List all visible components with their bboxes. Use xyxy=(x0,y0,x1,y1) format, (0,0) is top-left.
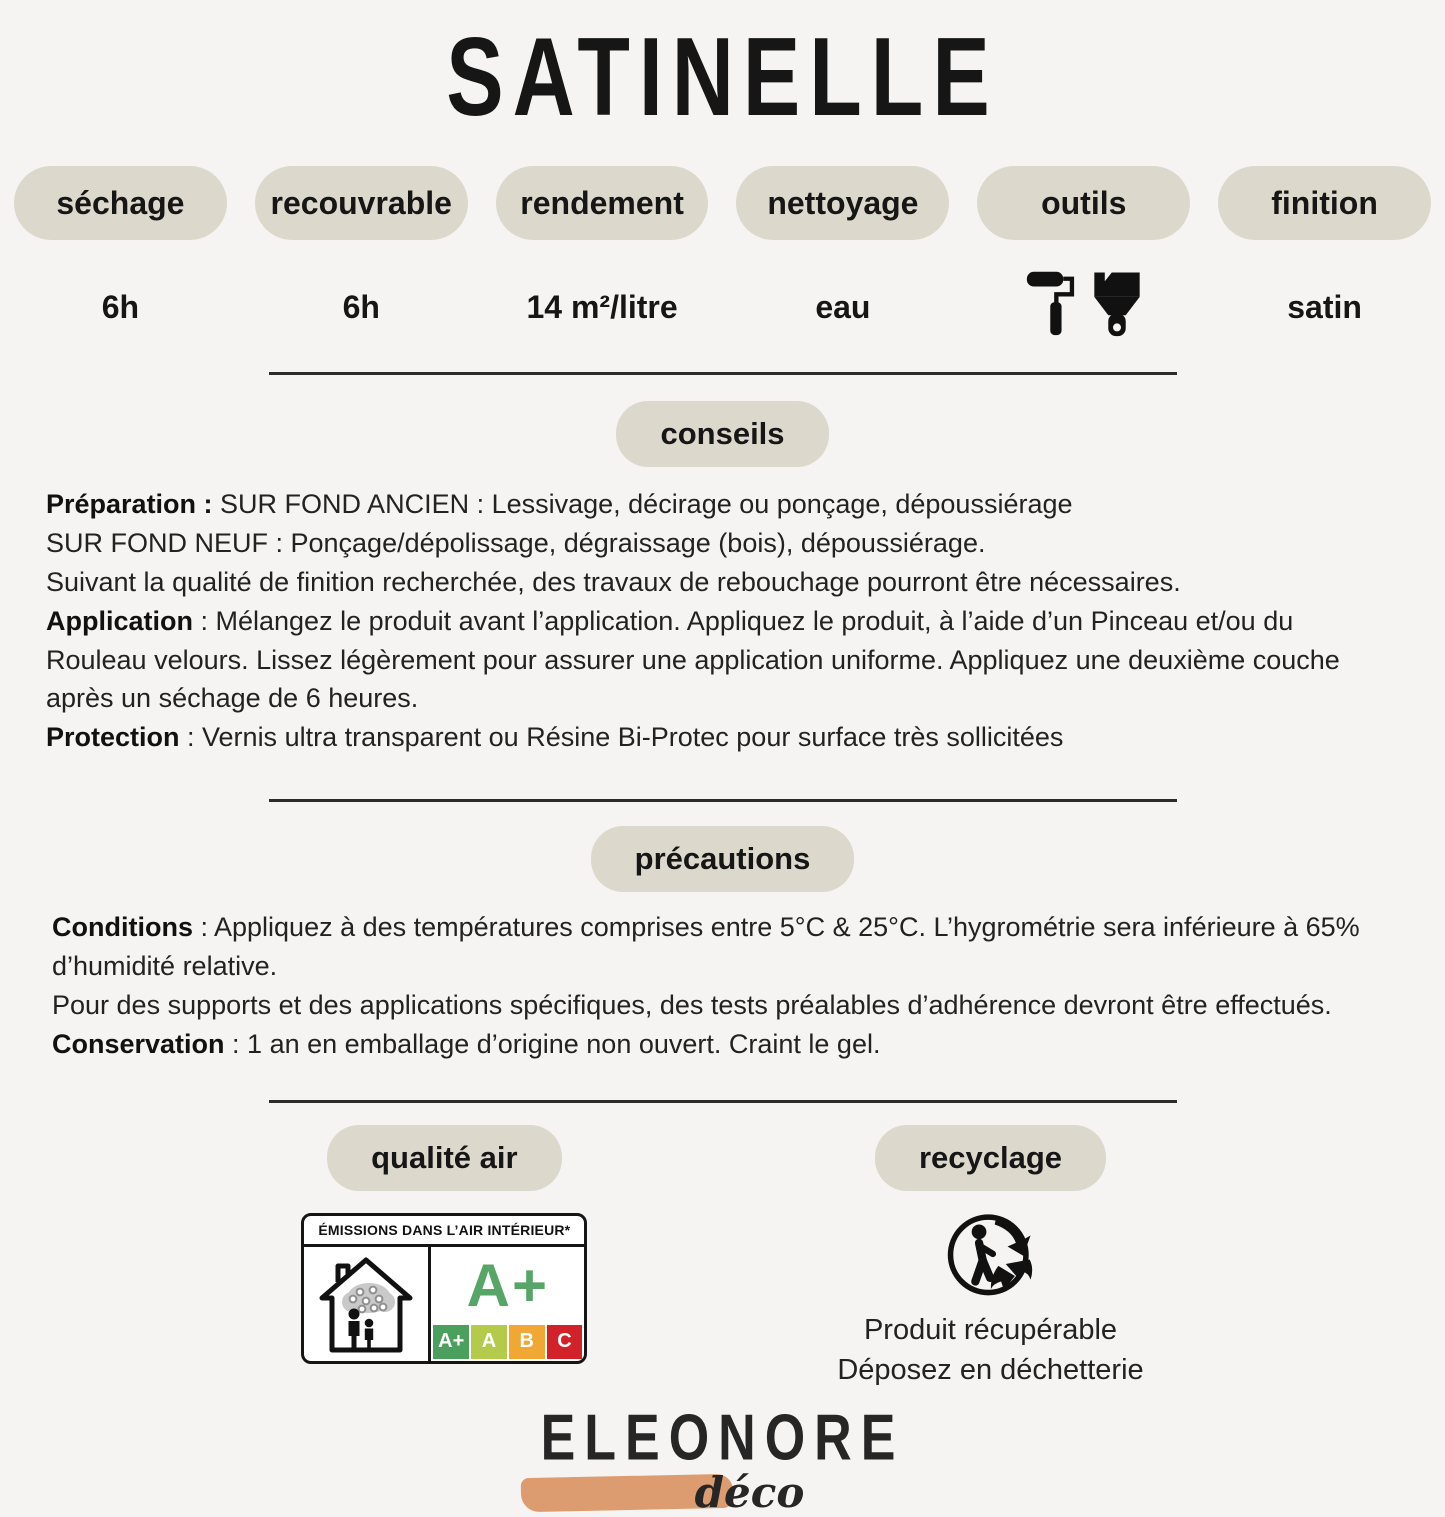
section-divider xyxy=(269,799,1177,802)
spec-label-pill: rendement xyxy=(496,166,709,240)
brand-tagline: déco xyxy=(694,1468,805,1517)
paragraph-preparation: Préparation : SUR FOND ANCIEN : Lessivage, décirage ou ponçage, dépoussiérage xyxy=(46,489,1073,519)
spec-value: satin xyxy=(1287,288,1362,325)
scale-cell-a: A xyxy=(471,1325,507,1359)
paragraph-protection: Protection : Vernis ultra transparent ou Résine Bi-Protec pour surface très sollicitées xyxy=(46,722,1064,753)
section-divider xyxy=(269,372,1177,375)
triman-recycling-icon xyxy=(945,1207,1037,1304)
paragraph-supports: Pour des supports et des applications spécifiques, des tests préalables d’adhérence devront être effectués. xyxy=(52,989,1332,1020)
air-emissions-label xyxy=(301,1213,587,1364)
recycling-column xyxy=(837,1125,1143,1391)
air-rating-scale xyxy=(431,1325,584,1361)
spec-sechage xyxy=(14,166,227,342)
spec-label-pill: nettoyage xyxy=(736,166,949,240)
conseils-heading-pill: conseils xyxy=(616,401,828,467)
spec-label-pill: outils xyxy=(977,166,1190,240)
product-sheet xyxy=(0,15,1445,1517)
spec-finition xyxy=(1218,166,1431,342)
spec-badges-row xyxy=(14,166,1431,342)
spec-value: 6h xyxy=(342,288,380,325)
paint-roller-icon xyxy=(1026,269,1078,345)
spec-label-pill: recouvrable xyxy=(255,166,468,240)
precautions-text xyxy=(52,908,1399,1064)
paint-brush-icon xyxy=(1092,269,1142,345)
paragraph-application: Application : Mélangez le produit avant l’application. Appliquez le produit, à l’aide d’un Pinceau et/ou du Rouleau velours. Lissez légèrement pour assurer une application uniforme. Appliquez une deuxième couche après un séchage de 6 heures. xyxy=(46,605,1340,714)
recycle-line-2: Déposez en déchetterie xyxy=(837,1354,1144,1387)
paragraph-qualite-finition: Suivant la qualité de finition recherchée, des travaux de rebouchage pourront être nécessaires. xyxy=(46,566,1181,597)
spec-recouvrable xyxy=(255,166,468,342)
air-quality-column xyxy=(301,1125,587,1364)
brand-footer xyxy=(0,1401,1445,1517)
product-title: SATINELLE xyxy=(446,15,999,140)
air-label-body xyxy=(304,1247,584,1361)
qualite-air-heading-pill: qualité air xyxy=(327,1125,561,1191)
spec-tools-icons xyxy=(977,272,1190,342)
conseils-heading-row xyxy=(0,401,1445,467)
spec-rendement xyxy=(496,166,709,342)
paragraph-fond-neuf: SUR FOND NEUF : Ponçage/dépolissage, dégraissage (bois), dépoussiérage. xyxy=(46,527,986,558)
spec-label-pill: finition xyxy=(1218,166,1431,240)
spec-label-pill: séchage xyxy=(14,166,227,240)
bottom-section xyxy=(0,1125,1445,1391)
spec-value: 14 m²/litre xyxy=(526,288,678,325)
brand-name: ELEONORE xyxy=(540,1401,905,1475)
spec-value: 6h xyxy=(101,288,140,325)
paragraph-conditions: Conditions : Appliquez à des températures comprises entre 5°C & 25°C. L’hygrométrie sera inférieure à 65% d’humidité relative. xyxy=(52,912,1360,981)
recyclage-heading-pill: recyclage xyxy=(875,1125,1106,1191)
scale-cell-b: B xyxy=(509,1325,545,1359)
recycling-instructions xyxy=(837,1310,1143,1391)
air-label-title: ÉMISSIONS DANS L’AIR INTÉRIEUR* xyxy=(304,1216,584,1247)
scale-cell-a-plus: A+ xyxy=(433,1325,469,1359)
spec-outils xyxy=(977,166,1190,342)
section-divider xyxy=(269,1100,1177,1103)
spec-value: eau xyxy=(815,288,871,325)
air-rating-panel xyxy=(431,1247,584,1361)
conseils-text xyxy=(46,485,1399,757)
air-rating-value: A+ xyxy=(466,1252,550,1320)
precautions-heading-row xyxy=(0,826,1445,892)
paragraph-conservation: Conservation : 1 an en emballage d’origine non ouvert. Craint le gel. xyxy=(52,1028,881,1059)
house-emissions-icon xyxy=(304,1247,431,1361)
scale-cell-c: C xyxy=(547,1325,583,1359)
spec-nettoyage xyxy=(736,166,949,342)
precautions-heading-pill: précautions xyxy=(591,826,855,892)
brand-tagline-row xyxy=(0,1469,1445,1517)
recycle-line-1: Produit récupérable xyxy=(863,1313,1118,1346)
